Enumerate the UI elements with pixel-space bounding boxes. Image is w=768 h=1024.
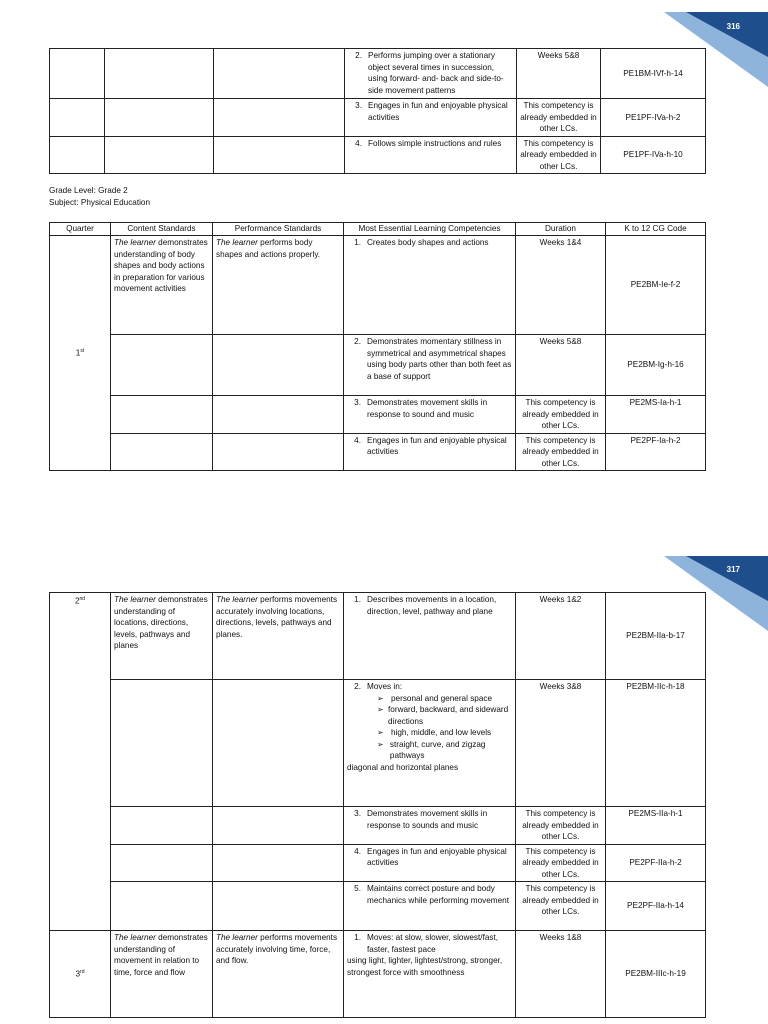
header-code: K to 12 CG Code <box>606 223 706 236</box>
competency-cell: 4. Engages in fun and enjoyable physical activities <box>344 433 516 471</box>
table-row <box>50 680 706 807</box>
duration-cell: This competency is already embedded in other LCs. <box>516 433 606 471</box>
grade2-q1-table <box>49 222 706 471</box>
competency-cell: 1. Describes movements in a location, direction, level, pathway and plane <box>344 593 516 680</box>
quarter-cell: 1st <box>50 236 111 471</box>
duration-cell: Weeks 1&8 <box>516 931 606 1018</box>
duration-cell: This competency is already embedded in other LCs. <box>517 136 601 174</box>
header-competencies: Most Essential Learning Competencies <box>344 223 516 236</box>
duration-cell: This competency is already embedded in other LCs. <box>516 807 606 845</box>
code-cell: PE1PF-IVa-h-10 <box>601 136 706 174</box>
code-cell: PE2BM-Ig-h-16 <box>606 335 706 396</box>
movement-sub-list <box>347 693 512 762</box>
table-row <box>50 593 706 680</box>
code-cell: PE2BM-IIc-h-18 <box>606 680 706 807</box>
duration-cell: This competency is already embedded in other LCs. <box>516 396 606 434</box>
grade2-q2-q3-table <box>49 592 706 1018</box>
header-quarter: Quarter <box>50 223 111 236</box>
table-header-row <box>50 223 706 236</box>
duration-cell: Weeks 1&2 <box>516 593 606 680</box>
competency-cell: 5. Maintains correct posture and body mechanics while performing movement <box>344 882 516 931</box>
duration-cell: This competency is already embedded in other LCs. <box>517 99 601 137</box>
code-cell: PE2MS-Ia-h-1 <box>606 396 706 434</box>
competency-cell: 1. Moves: at slow, slower, slowest/fast, faster, fastest pace using light, lighter, lightest/strong, stronger, strongest force with smoothness <box>344 931 516 1018</box>
quarter-cell: 3rd <box>50 931 111 1018</box>
competency-cell: 4. Engages in fun and enjoyable physical activities <box>344 844 516 882</box>
competency-cell: 1. Creates body shapes and actions <box>344 236 516 335</box>
arrow-bullet-icon: ➢ <box>377 728 384 737</box>
quarter-cell: 2nd <box>50 593 111 931</box>
table-row <box>50 136 706 174</box>
competency-cell: 3. Demonstrates movement skills in response to sound and music <box>344 396 516 434</box>
list-item: ➢ high, middle, and low levels <box>377 728 492 737</box>
subject-label: Subject: Physical Education <box>49 198 151 207</box>
code-cell: PE2PF-IIa-h-2 <box>606 844 706 882</box>
code-cell: PE1PF-IVa-h-2 <box>601 99 706 137</box>
competency-tail-text: diagonal and horizontal planes <box>347 762 459 772</box>
performance-standard-cell: The learner performs movements accurately involving time, force, and flow. <box>213 931 344 1018</box>
duration-cell: This competency is already embedded in other LCs. <box>516 882 606 931</box>
competency-cell: 3. Demonstrates movement skills in response to sounds and music <box>344 807 516 845</box>
table-row <box>50 433 706 471</box>
code-cell: PE1BM-IVf-h-14 <box>601 49 706 99</box>
code-cell: PE2BM-IIIc-h-19 <box>606 931 706 1018</box>
table-row <box>50 236 706 335</box>
table-row <box>50 931 706 1018</box>
table-row <box>50 844 706 882</box>
code-cell: PE2PF-IIa-h-14 <box>606 882 706 931</box>
table-row <box>50 335 706 396</box>
arrow-bullet-icon: ➢ <box>377 705 384 714</box>
competency-cell: 3. Engages in fun and enjoyable physical activities <box>345 99 517 137</box>
code-cell: PE2MS-IIa-h-1 <box>606 807 706 845</box>
arrow-bullet-icon: ➢ <box>377 693 384 703</box>
performance-standard-cell: The learner performs movements accurately involving locations, directions, levels, pathways and planes. <box>213 593 344 680</box>
list-item: ➢ straight, curve, and zigzag pathways <box>377 739 486 760</box>
list-item: ➢ personal and general space <box>377 693 493 703</box>
duration-cell: Weeks 3&8 <box>516 680 606 807</box>
duration-cell: Weeks 5&8 <box>517 49 601 99</box>
page-number: 316 <box>726 22 740 31</box>
performance-standard-cell: The learner performs body shapes and actions properly. <box>213 236 344 335</box>
code-cell: PE2PF-Ia-h-2 <box>606 433 706 471</box>
grade1-continuation-table <box>49 48 706 174</box>
code-cell: PE2BM-IIa-b-17 <box>606 593 706 680</box>
page-number: 317 <box>726 565 740 574</box>
content-standard-cell: The learner demonstrates understanding of movement in relation to time, force and flow <box>111 931 213 1018</box>
duration-cell: This competency is already embedded in other LCs. <box>516 844 606 882</box>
content-standard-cell: The learner demonstrates understanding of locations, directions, levels, pathways and planes <box>111 593 213 680</box>
table-row <box>50 882 706 931</box>
table-row <box>50 99 706 137</box>
duration-cell: Weeks 1&4 <box>516 236 606 335</box>
competency-cell: 2. Performs jumping over a stationary object several times in succession, using forward- and- back and side-to-side movement patterns <box>345 49 517 99</box>
grade-level-label: Grade Level: Grade 2 <box>49 186 128 195</box>
table-row <box>50 807 706 845</box>
page-317 <box>0 512 768 1024</box>
competency-cell: 2. Demonstrates momentary stillness in symmetrical and asymmetrical shapes using body parts other than both feet as a base of support <box>344 335 516 396</box>
content-standard-cell: The learner demonstrates understanding of body shapes and body actions in preparation for various movement activities <box>111 236 213 335</box>
header-performance-standards: Performance Standards <box>213 223 344 236</box>
duration-cell: Weeks 5&8 <box>516 335 606 396</box>
table-row <box>50 49 706 99</box>
header-duration: Duration <box>516 223 606 236</box>
code-cell: PE2BM-Ie-f-2 <box>606 236 706 335</box>
competency-cell: 4. Follows simple instructions and rules <box>345 136 517 174</box>
competency-tail-text: using light, lighter, lightest/strong, stronger, strongest force with smoothness <box>347 956 503 977</box>
arrow-bullet-icon: ➢ <box>377 739 384 749</box>
list-item: ➢ forward, backward, and sideward directions <box>377 705 509 726</box>
table-row <box>50 396 706 434</box>
header-content-standards: Content Standards <box>111 223 213 236</box>
competency-cell: 2. Moves in: ➢ personal and general space ➢ forward, backward, and sideward directions ➢ high, middle, and low levels ➢ straight, curve, and zigzag pathways diagonal and horizontal planes <box>344 680 516 807</box>
